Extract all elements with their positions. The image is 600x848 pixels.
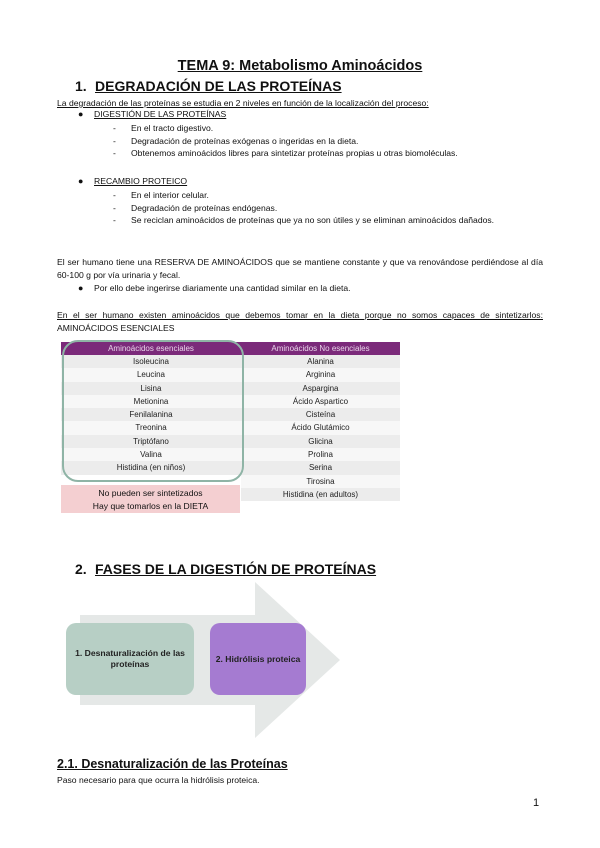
table-cell: Treonina bbox=[61, 421, 241, 434]
table-cell: Histidina (en niños) bbox=[61, 461, 241, 474]
esenciales-note: No pueden ser sintetizados Hay que tomarlos en la DIETA bbox=[61, 485, 240, 513]
table-cell: Ácido Aspartico bbox=[241, 395, 400, 408]
list-item: - En el interior celular. bbox=[113, 190, 209, 200]
digestion-title: DIGESTIÓN DE LAS PROTEÍNAS bbox=[94, 109, 227, 119]
list-item: - En el tracto digestivo. bbox=[113, 123, 214, 133]
table-cell: Cisteína bbox=[241, 408, 400, 421]
table-cell: Aspargina bbox=[241, 382, 400, 395]
table-header: Aminoácidos No esenciales bbox=[241, 342, 400, 355]
table-cell: Isoleucina bbox=[61, 355, 241, 368]
section2-number: 2. bbox=[75, 561, 87, 577]
no-esenciales-column bbox=[241, 342, 400, 501]
table-cell: Glicina bbox=[241, 435, 400, 448]
table-cell: Triptófano bbox=[61, 435, 241, 448]
table-cell: Prolina bbox=[241, 448, 400, 461]
recambio-title: RECAMBIO PROTEICO bbox=[94, 176, 188, 186]
list-item: - Degradación de proteínas exógenas o ingeridas en la dieta. bbox=[113, 135, 359, 146]
section2-title: FASES DE LA DIGESTIÓN DE PROTEÍNAS bbox=[95, 561, 377, 577]
page-title: TEMA 9: Metabolismo Aminoácidos bbox=[177, 58, 423, 74]
subsection-text: Paso necesario para que ocurra la hidrólisis proteica. bbox=[57, 775, 260, 785]
table-cell: Ácido Glutámico bbox=[241, 421, 400, 434]
digestion-items bbox=[113, 122, 543, 160]
table-cell: Valina bbox=[61, 448, 241, 461]
phase2-box: 2. Hidrólisis proteica bbox=[210, 623, 306, 695]
table-cell: Leucina bbox=[61, 368, 241, 381]
bullet-dot-icon: ● bbox=[78, 109, 84, 119]
table-cell: Lisina bbox=[61, 382, 241, 395]
table-cell: Histidina (en adultos) bbox=[241, 488, 400, 501]
section1-title: DEGRADACIÓN DE LAS PROTEÍNAS bbox=[95, 78, 342, 94]
table-cell: Tirosina bbox=[241, 475, 400, 488]
section1-intro: La degradación de las proteínas se estudia en 2 niveles en función de la localización del proceso: bbox=[57, 98, 429, 108]
list-item: - Obtenemos aminoácidos libres para sintetizar proteínas propias u otras biomoléculas. bbox=[113, 148, 458, 158]
bullet-dot-icon: ● bbox=[78, 283, 84, 293]
table-header: Aminoácidos esenciales bbox=[61, 342, 241, 355]
phase1-box: 1. Desnaturalización de las proteínas bbox=[66, 623, 194, 695]
section1-number: 1. bbox=[75, 78, 87, 94]
esenciales-highlight bbox=[62, 340, 244, 482]
table-cell: Fenilalanina bbox=[61, 408, 241, 421]
table-cell: Alanina bbox=[241, 355, 400, 368]
list-item: - Degradación de proteínas endógenas. bbox=[113, 202, 278, 213]
section1-heading bbox=[75, 78, 342, 94]
esenciales-paragraph: En el ser humano existen aminoácidos que debemos tomar en la dieta porque no somos capaces de sintetizarlos: AMINOÁCIDOS ESENCIALES bbox=[57, 310, 543, 333]
table-cell: Arginina bbox=[241, 368, 400, 381]
reserva-paragraph: El ser humano tiene una RESERVA DE AMINOÁCIDOS que se mantiene constante y que va renovándose perdiéndose al día 60-100 g por vía urinaria y fecal. bbox=[57, 257, 543, 280]
list-item: - Se reciclan aminoácidos de proteínas que ya no son útiles y se eliminan aminoácidos dañados. bbox=[113, 215, 495, 225]
subsection-heading: 2.1. Desnaturalización de las Proteínas bbox=[57, 757, 288, 771]
page-number: 1 bbox=[533, 797, 540, 809]
recambio-items bbox=[113, 189, 543, 227]
table-cell: Serina bbox=[241, 461, 400, 474]
bullet-dot-icon: ● bbox=[78, 176, 84, 186]
section2-heading bbox=[75, 561, 376, 577]
table-cell: Metionina bbox=[61, 395, 241, 408]
